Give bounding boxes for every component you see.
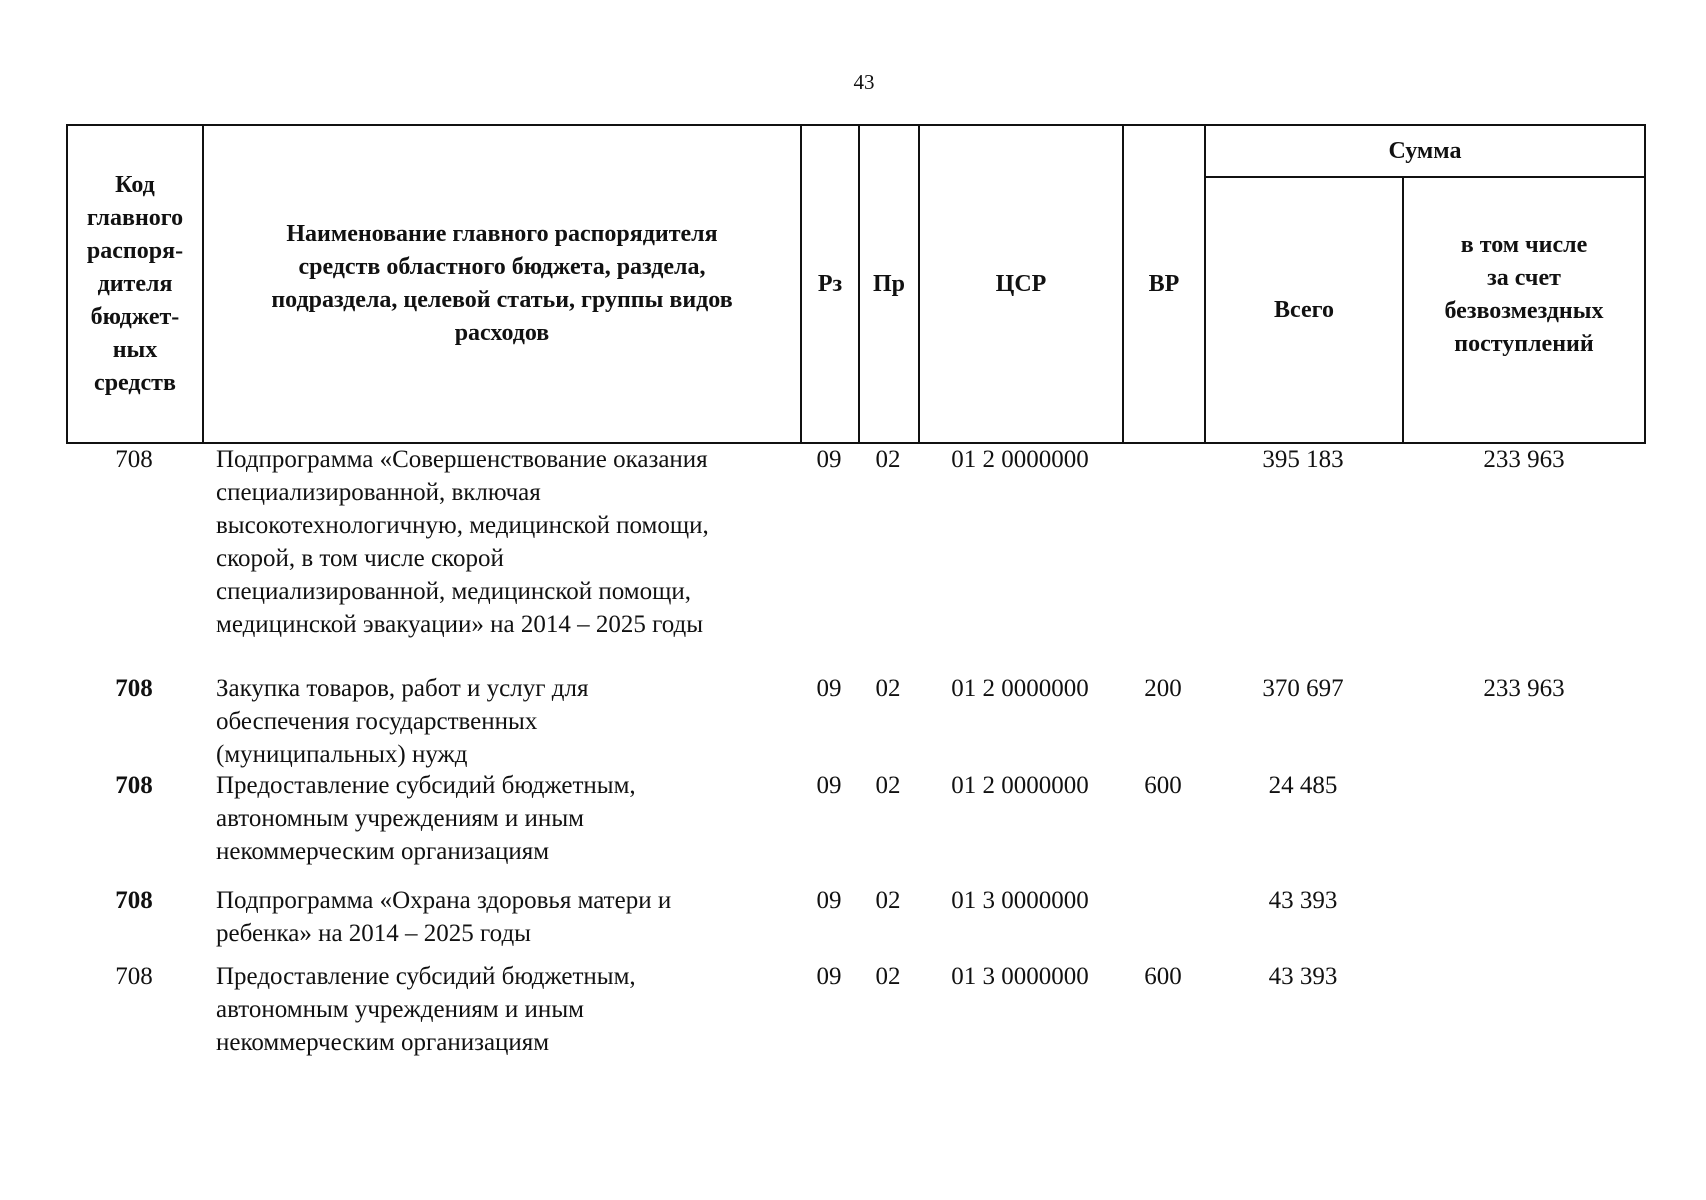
row-pr: 02 xyxy=(875,675,901,702)
row-free: 233 963 xyxy=(1483,446,1565,473)
row-name: Предоставление субсидий бюджетным, автономным учреждениям и иным некоммерческим организациям xyxy=(216,963,636,1056)
row-total: 24 485 xyxy=(1268,772,1338,799)
row-code: 708 xyxy=(115,675,153,702)
row-pr: 02 xyxy=(875,772,901,799)
row-vr: 200 xyxy=(1144,675,1182,702)
row-rz: 09 xyxy=(816,772,842,799)
header-code: Код главного распоря- дителя бюджет- ных средств xyxy=(86,171,184,396)
row-free: 233 963 xyxy=(1483,675,1565,702)
row-vr: 600 xyxy=(1144,772,1182,799)
row-code: 708 xyxy=(115,446,153,473)
header-sum: Сумма xyxy=(1388,137,1462,164)
row-total: 395 183 xyxy=(1262,446,1344,473)
header-csr: ЦСР xyxy=(995,270,1047,297)
row-name: Предоставление субсидий бюджетным, автономным учреждениям и иным некоммерческим организациям xyxy=(216,772,636,865)
row-pr: 02 xyxy=(875,963,901,990)
row-pr: 02 xyxy=(875,446,901,473)
row-rz: 09 xyxy=(816,963,842,990)
row-name: Закупка товаров, работ и услуг для обеспечения государственных (муниципальных) нужд xyxy=(216,675,589,768)
header-rz: Рз xyxy=(817,270,843,297)
row-name: Подпрограмма «Совершенствование оказания специализированной, включая высокотехнологичную, медицинской помощи, скорой, в том числе скорой специализированной, медицинской помощи, медицинской эвакуации» на 2014 – 2025 годы xyxy=(216,446,709,638)
row-pr: 02 xyxy=(875,887,901,914)
row-rz: 09 xyxy=(816,887,842,914)
row-vr: 600 xyxy=(1144,963,1182,990)
row-code: 708 xyxy=(115,963,153,990)
header-name: Наименование главного распорядителя средств областного бюджета, раздела, подраздела, целевой статьи, группы видов расходов xyxy=(271,221,733,346)
row-csr: 01 2 0000000 xyxy=(951,772,1089,799)
row-code: 708 xyxy=(115,772,153,799)
header-free: в том числе за счет безвозмездных поступлений xyxy=(1444,232,1604,357)
row-csr: 01 2 0000000 xyxy=(951,675,1089,702)
row-rz: 09 xyxy=(816,446,842,473)
row-name: Подпрограмма «Охрана здоровья матери и ребенка» на 2014 – 2025 годы xyxy=(216,887,672,947)
row-code: 708 xyxy=(115,887,153,914)
header-vr: ВР xyxy=(1148,270,1180,297)
table-header xyxy=(66,124,1646,444)
row-csr: 01 3 0000000 xyxy=(951,963,1089,990)
row-rz: 09 xyxy=(816,675,842,702)
row-total: 370 697 xyxy=(1262,675,1344,702)
row-csr: 01 3 0000000 xyxy=(951,887,1089,914)
header-pr: Пр xyxy=(872,270,905,297)
header-total: Всего xyxy=(1274,296,1334,323)
row-total: 43 393 xyxy=(1268,963,1338,990)
row-total: 43 393 xyxy=(1268,887,1338,914)
row-csr: 01 2 0000000 xyxy=(951,446,1089,473)
page-number: 43 xyxy=(853,70,875,94)
